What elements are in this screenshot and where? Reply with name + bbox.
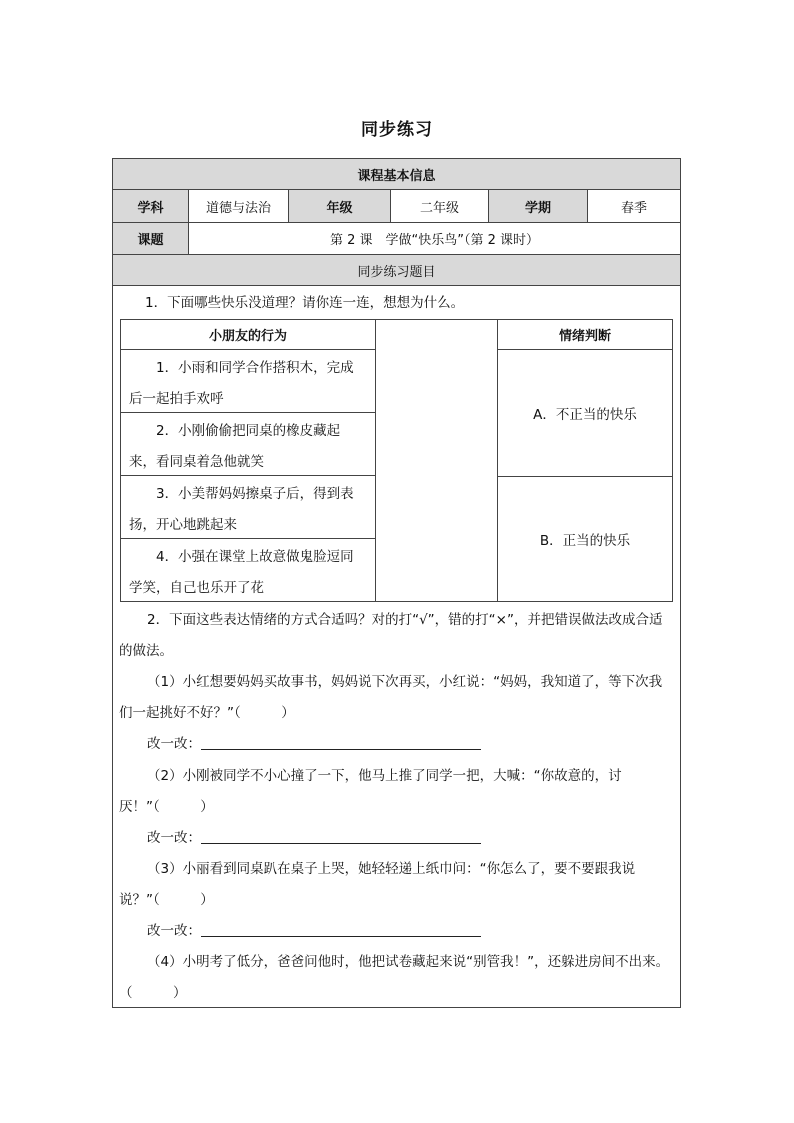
judge-option-b: B．正当的快乐	[497, 476, 673, 602]
course-info-header: 课程基本信息	[357, 168, 436, 184]
grade-value: 二年级	[391, 190, 489, 222]
behavior-header: 小朋友的行为	[120, 319, 376, 350]
fix-label: 改一改：	[147, 736, 201, 752]
fix-label: 改一改：	[147, 830, 201, 846]
topic-value: 第 2 课 学做“快乐鸟”（第 2 课时）	[329, 233, 540, 248]
course-info-header-row	[113, 159, 680, 190]
q1-prompt: 1．下面哪些快乐没道理？请你连一连，想想为什么。	[145, 295, 465, 311]
judge-option-a: A．不正当的快乐	[497, 349, 673, 477]
fix-line-row	[147, 729, 481, 760]
judge-header: 情绪判断	[497, 319, 673, 350]
behavior-item: 3．小美帮妈妈擦桌子后，得到表扬，开心地跳起来	[120, 475, 376, 539]
matching-table	[120, 319, 673, 602]
answer-line[interactable]	[201, 922, 481, 937]
subject-value: 道德与法治	[189, 190, 289, 222]
topic-label: 课题	[113, 223, 189, 254]
term-label: 学期	[489, 190, 588, 222]
q2-item: （3）小丽看到同桌趴在桌子上哭，她轻轻递上纸巾问：“你怎么了，要不要跟我说说？”（ ）	[119, 861, 636, 908]
worksheet-table	[112, 158, 681, 1008]
fix-label: 改一改：	[147, 923, 201, 939]
answer-line[interactable]	[201, 829, 481, 844]
matching-gap-column	[375, 319, 498, 602]
exercises-header: 同步练习题目	[357, 264, 436, 280]
subject-label: 学科	[113, 190, 189, 222]
q2-item: （4）小明考了低分，爸爸问他时，他把试卷藏起来说“别管我！”，还躲进房间不出来。（ ）	[119, 954, 670, 1001]
behavior-item: 1．小雨和同学合作搭积木，完成后一起拍手欢呼	[120, 349, 376, 413]
answer-line[interactable]	[201, 735, 481, 750]
q2-prompt: 2．下面这些表达情绪的方式合适吗？对的打“√”，错的打“×”，并把错误做法改成合适的做法。	[119, 612, 663, 659]
fix-line-row	[147, 916, 481, 947]
q2-item: （1）小红想要妈妈买故事书，妈妈说下次再买，小红说：“妈妈，我知道了，等下次我们一起挑好不好？”（ ）	[119, 674, 663, 721]
fix-line-row	[147, 823, 481, 854]
exercises-header-row	[113, 255, 680, 286]
q2-item: （2）小刚被同学不小心撞了一下，他马上推了同学一把，大喊：“你故意的，讨厌！”（ ）	[119, 768, 622, 815]
behavior-item: 4．小强在课堂上故意做鬼脸逗同学笑，自己也乐开了花	[120, 538, 376, 602]
topic-row	[113, 223, 680, 255]
term-value: 春季	[620, 200, 647, 216]
behavior-item: 2．小刚偷偷把同桌的橡皮藏起来，看同桌着急他就笑	[120, 412, 376, 476]
page-title: 同步练习	[361, 120, 433, 140]
course-info-row	[113, 190, 680, 223]
grade-label: 年级	[289, 190, 391, 222]
